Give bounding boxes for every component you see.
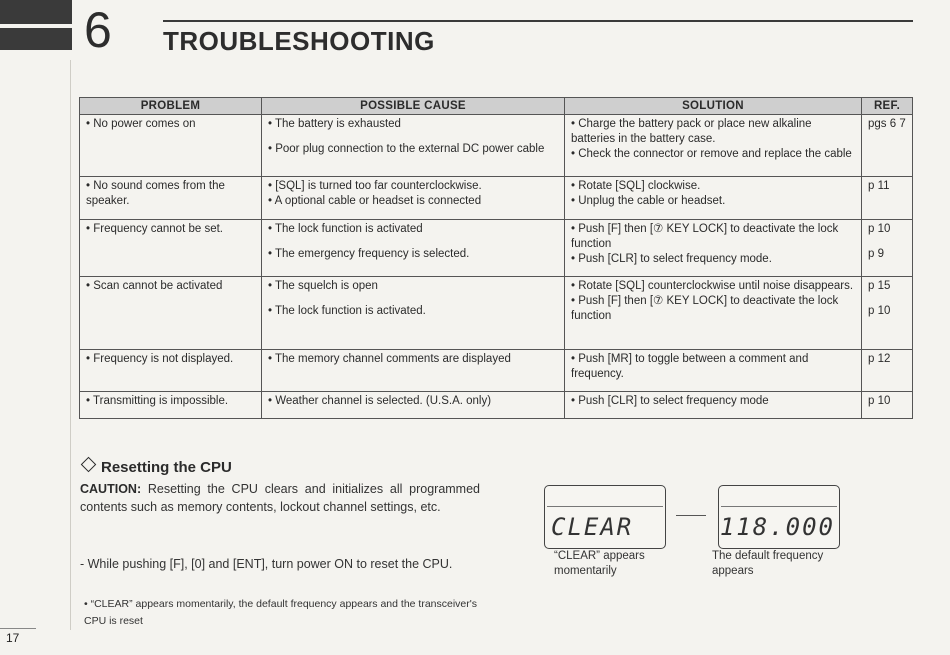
reset-title-text: Resetting the CPU xyxy=(101,459,232,476)
cause-cell xyxy=(262,177,565,220)
solution-cell xyxy=(565,277,862,350)
lcd-caption-frequency: The default frequency appears xyxy=(712,550,824,577)
table-row xyxy=(80,350,913,392)
lcd-text: 118.000 xyxy=(719,513,835,541)
cause-text: • Poor plug connection to the external DC power cable xyxy=(268,143,545,155)
troubleshooting-table xyxy=(79,97,913,419)
problem-text: • Scan cannot be activated xyxy=(86,280,223,292)
page-number: 17 xyxy=(6,631,20,645)
reset-section-title xyxy=(80,459,232,476)
ref-cell xyxy=(862,392,913,419)
table-row xyxy=(80,277,913,350)
ref-spacer xyxy=(868,237,907,247)
solution-cell xyxy=(565,220,862,277)
header-problem: PROBLEM xyxy=(80,98,262,115)
solution-text: • Push [F] then [⑦ KEY LOCK] to deactivate the lock function xyxy=(571,295,839,322)
margin-line xyxy=(70,60,71,630)
page-number-rule xyxy=(0,628,36,629)
problem-text: • No sound comes from the speaker. xyxy=(86,180,225,207)
problem-cell xyxy=(80,220,262,277)
table-row xyxy=(80,392,913,419)
solution-cell xyxy=(565,115,862,177)
table-row xyxy=(80,220,913,277)
chapter-number: 6 xyxy=(84,2,112,58)
ref-text: p 12 xyxy=(868,353,891,365)
ref-text: p 10 xyxy=(868,223,891,235)
cause-text: • The squelch is open xyxy=(268,280,378,292)
header-ref: REF. xyxy=(862,98,913,115)
solution-text: • Push [CLR] to select frequency mode xyxy=(571,395,769,407)
cause-cell xyxy=(262,220,565,277)
problem-text: • Transmitting is impossible. xyxy=(86,395,229,407)
ref-text: p 15 xyxy=(868,280,891,292)
cause-text: • [SQL] is turned too far counterclockwise. xyxy=(268,180,482,192)
ref-cell xyxy=(862,220,913,277)
table-row xyxy=(80,177,913,220)
reset-note: • “CLEAR” appears momentarily, the default frequency appears and the transceiver's CPU is reset xyxy=(84,598,478,627)
problem-text: • Frequency is not displayed. xyxy=(86,353,234,365)
cause-cell xyxy=(262,115,565,177)
problem-text: • No power comes on xyxy=(86,118,196,130)
cause-text: • The lock function is activated xyxy=(268,223,423,235)
ref-text: pgs 6 7 xyxy=(868,118,906,130)
lcd-display-frequency xyxy=(718,485,840,549)
solution-cell xyxy=(565,177,862,220)
problem-cell xyxy=(80,350,262,392)
chapter-title: TROUBLESHOOTING xyxy=(163,26,435,56)
solution-text: • Charge the battery pack or place new alkaline batteries in the battery case. xyxy=(571,118,812,145)
cause-text: • The battery is exhausted xyxy=(268,118,401,130)
problem-cell xyxy=(80,392,262,419)
chapter-tab-marker xyxy=(0,0,72,50)
cause-spacer xyxy=(268,237,559,247)
chapter-rule xyxy=(163,20,913,22)
cause-text: • The emergency frequency is selected. xyxy=(268,248,470,260)
ref-text: p 9 xyxy=(868,248,884,260)
ref-cell xyxy=(862,277,913,350)
cause-cell xyxy=(262,350,565,392)
problem-cell xyxy=(80,277,262,350)
arrow-icon xyxy=(676,515,706,516)
caution-label: CAUTION: xyxy=(80,482,142,496)
cause-spacer xyxy=(268,132,559,142)
caution-text: Resetting the CPU clears and initializes all programmed contents such as memory contents, lockout channel settings, etc. xyxy=(80,482,480,514)
solution-cell xyxy=(565,350,862,392)
header-solution: SOLUTION xyxy=(565,98,862,115)
ref-cell xyxy=(862,115,913,177)
lcd-caption-clear: “CLEAR” appears momentarily xyxy=(554,550,645,577)
solution-text: • Push [CLR] to select frequency mode. xyxy=(571,253,772,265)
reset-step: - While pushing [F], [0] and [ENT], turn power ON to reset the CPU. xyxy=(80,557,453,571)
cause-text: • The lock function is activated. xyxy=(268,305,426,317)
cause-cell xyxy=(262,392,565,419)
solution-text: • Push [MR] to toggle between a comment and frequency. xyxy=(571,353,809,380)
ref-text: p 10 xyxy=(868,305,891,317)
problem-text: • Frequency cannot be set. xyxy=(86,223,223,235)
solution-text: • Unplug the cable or headset. xyxy=(571,195,726,207)
lcd-display-clear xyxy=(544,485,666,549)
ref-text: p 11 xyxy=(868,180,890,192)
ref-cell xyxy=(862,177,913,220)
solution-text: • Rotate [SQL] counterclockwise until noise disappears. xyxy=(571,280,854,292)
cause-cell xyxy=(262,277,565,350)
problem-cell xyxy=(80,115,262,177)
ref-spacer xyxy=(868,294,907,304)
solution-cell xyxy=(565,392,862,419)
table-header-row xyxy=(80,98,913,115)
cause-spacer xyxy=(268,294,559,304)
lcd-text: CLEAR xyxy=(551,513,634,541)
solution-text: • Rotate [SQL] clockwise. xyxy=(571,180,701,192)
diamond-icon xyxy=(81,457,97,473)
ref-text: p 10 xyxy=(868,395,891,407)
solution-text: • Check the connector or remove and replace the cable xyxy=(571,148,852,160)
cause-text: • A optional cable or headset is connected xyxy=(268,195,482,207)
caution-paragraph xyxy=(80,480,480,516)
cause-text: • The memory channel comments are displayed xyxy=(268,353,511,365)
cause-text: • Weather channel is selected. (U.S.A. only) xyxy=(268,395,492,407)
header-cause: POSSIBLE CAUSE xyxy=(262,98,565,115)
table-row xyxy=(80,115,913,177)
problem-cell xyxy=(80,177,262,220)
ref-cell xyxy=(862,350,913,392)
solution-text: • Push [F] then [⑦ KEY LOCK] to deactivate the lock function xyxy=(571,223,839,250)
